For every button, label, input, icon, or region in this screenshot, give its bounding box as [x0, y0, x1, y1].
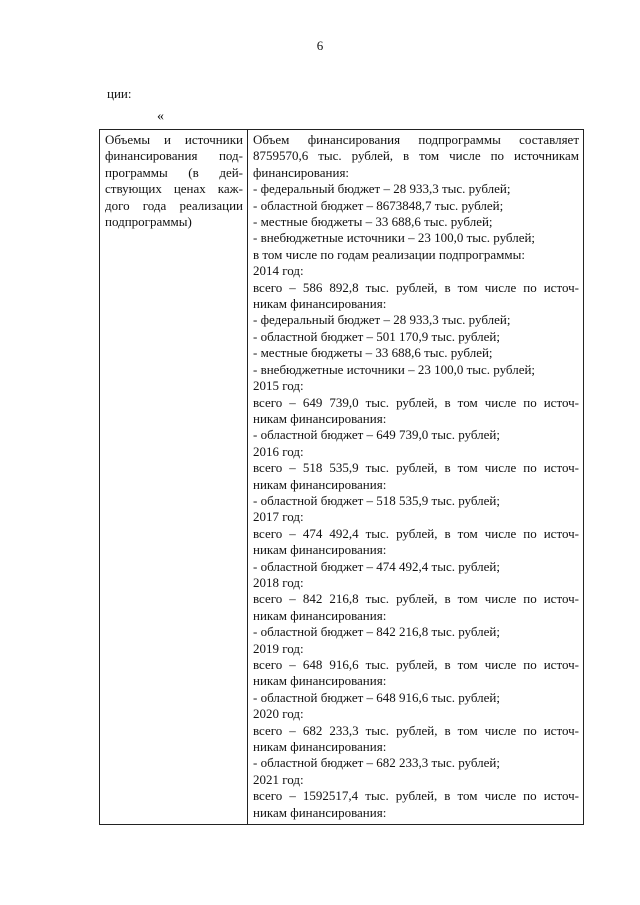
content-line: 2016 год:	[253, 443, 304, 459]
label-line: программы (в дей-	[105, 164, 243, 180]
content-line: - внебюджетные источники – 23 100,0 тыс. рублей;	[253, 361, 536, 377]
content-line: - внебюджетные источники – 23 100,0 тыс. рублей;	[253, 230, 536, 246]
content-line: - федеральный бюджет – 28 933,3 тыс. рублей;	[253, 312, 511, 328]
content-line: никам финансирования:	[253, 542, 387, 558]
content-line: - областной бюджет – 501 170,9 тыс. рублей;	[253, 328, 500, 344]
content-line: всего – 586 892,8 тыс. рублей, в том числе по источ-	[253, 279, 579, 295]
content-line: всего – 518 535,9 тыс. рублей, в том числе по источ-	[253, 460, 579, 476]
label-line: ствующих ценах каж-	[105, 181, 243, 197]
content-line: никам финансирования:	[253, 804, 387, 820]
content-line: 2020 год:	[253, 706, 304, 722]
label-line: подпрограммы)	[105, 214, 192, 230]
open-quote-mark: «	[157, 109, 164, 124]
content-line: Объем финансирования подпрограммы составляет	[253, 132, 579, 147]
content-line: никам финансирования:	[253, 476, 387, 492]
content-line: всего – 682 233,3 тыс. рублей, в том числе по источ-	[253, 722, 579, 738]
content-line: 8759570,6 тыс. рублей, в том числе по источникам	[253, 148, 579, 164]
content-line: - областной бюджет – 649 739,0 тыс. рублей;	[253, 427, 500, 443]
content-line: всего – 649 739,0 тыс. рублей, в том числе по источ-	[253, 394, 579, 410]
label-text	[105, 132, 243, 230]
lead-text: ции:	[107, 86, 132, 101]
content-line: всего – 648 916,6 тыс. рублей, в том числе по источ-	[253, 657, 579, 672]
content-line: - областной бюджет – 474 492,4 тыс. рублей;	[253, 558, 500, 574]
content-line: никам финансирования:	[253, 607, 387, 623]
label-cell	[100, 130, 248, 825]
content-line: - областной бюджет – 8673848,7 тыс. рублей;	[253, 197, 504, 213]
content-line: финансирования:	[253, 164, 350, 180]
content-line: 2015 год:	[253, 378, 304, 394]
content-text	[253, 132, 579, 821]
content-line: - федеральный бюджет – 28 933,3 тыс. рублей;	[253, 181, 511, 197]
label-line: Объемы и источники	[105, 132, 243, 147]
content-line: - местные бюджеты – 33 688,6 тыс. рублей;	[253, 214, 493, 230]
content-line: - областной бюджет – 842 216,8 тыс. рублей;	[253, 624, 500, 640]
content-line: 2017 год:	[253, 509, 304, 525]
content-line: - областной бюджет – 682 233,3 тыс. рублей;	[253, 755, 500, 771]
content-line: в том числе по годам реализации подпрограммы:	[253, 246, 525, 262]
page-number: 6	[316, 38, 324, 53]
content-cell	[248, 130, 584, 825]
content-line: 2018 год:	[253, 574, 304, 590]
content-line: 2019 год:	[253, 640, 304, 656]
content-line: - местные бюджеты – 33 688,6 тыс. рублей;	[253, 345, 493, 361]
content-line: всего – 474 492,4 тыс. рублей, в том числе по источ-	[253, 525, 579, 541]
content-line: никам финансирования:	[253, 739, 387, 755]
content-line: всего – 1592517,4 тыс. рублей, в том числе по источ-	[253, 788, 579, 804]
content-line: - областной бюджет – 518 535,9 тыс. рублей;	[253, 492, 500, 508]
content-line: никам финансирования:	[253, 296, 387, 312]
financing-table	[99, 129, 584, 825]
content-line: 2014 год:	[253, 263, 304, 279]
label-line: дого года реализации	[105, 197, 243, 213]
content-line: - областной бюджет – 648 916,6 тыс. рублей;	[253, 689, 500, 705]
content-line: 2021 год:	[253, 771, 304, 787]
label-line: финансирования под-	[105, 148, 243, 164]
content-line: никам финансирования:	[253, 673, 387, 689]
content-line: всего – 842 216,8 тыс. рублей, в том числе по источ-	[253, 591, 579, 607]
table-row	[100, 130, 584, 825]
content-line: никам финансирования:	[253, 410, 387, 426]
